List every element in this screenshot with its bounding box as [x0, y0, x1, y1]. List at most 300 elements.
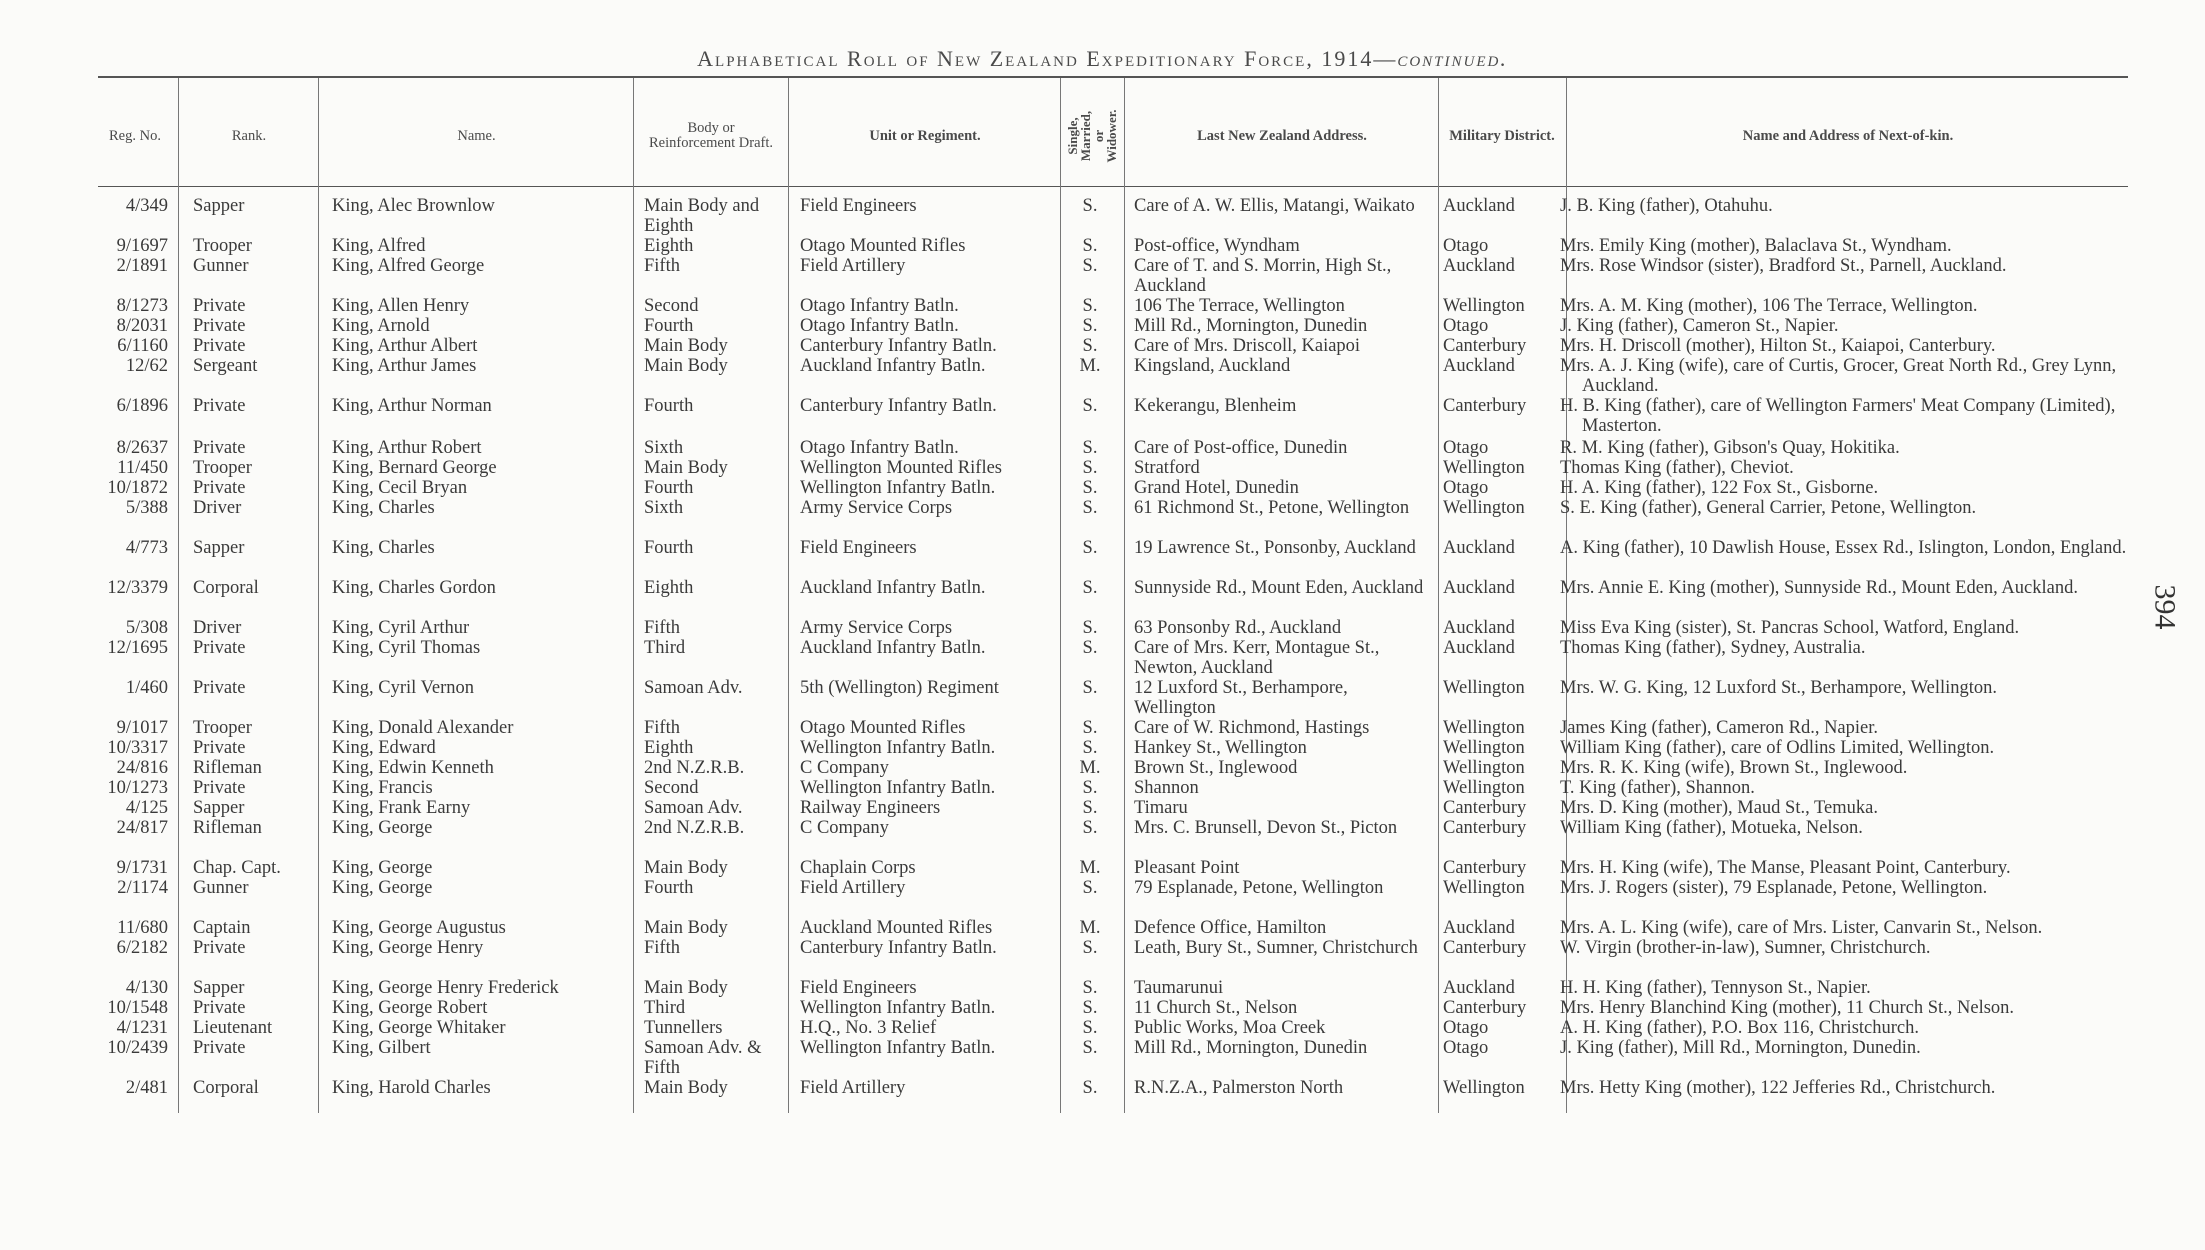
cell-address: Stratford — [1134, 458, 1200, 478]
cell-kin: Thomas King (father), Cheviot. — [1560, 458, 1794, 478]
cell-unit: Field Artillery — [800, 878, 906, 898]
cell-rank: Trooper — [193, 718, 252, 738]
cell-status: S. — [1082, 798, 1098, 818]
cell-status: M. — [1079, 918, 1101, 938]
cell-address: 12 Luxford St., Berhampore, Wellington — [1134, 678, 1348, 718]
cell-rank: Lieutenant — [193, 1018, 273, 1038]
cell-name: King, Donald Alexander — [332, 718, 514, 738]
cell-status: M. — [1079, 356, 1101, 376]
cell-rank: Private — [193, 678, 246, 698]
cell-name: King, Arthur Albert — [332, 336, 478, 356]
cell-status: S. — [1082, 738, 1098, 758]
cell-name: King, Allen Henry — [332, 296, 470, 316]
column-divider — [1438, 78, 1439, 1113]
title-text: Alphabetical Roll of New Zealand Expeditionary Force, 1914— — [697, 46, 1398, 71]
cell-reg: 6/2182 — [116, 938, 168, 958]
cell-address: Grand Hotel, Dunedin — [1134, 478, 1299, 498]
cell-draft: Fifth — [644, 618, 680, 638]
cell-status: S. — [1082, 1018, 1098, 1038]
cell-name: King, Cecil Bryan — [332, 478, 468, 498]
cell-address: 11 Church St., Nelson — [1134, 998, 1298, 1018]
cell-address: Timaru — [1134, 798, 1188, 818]
cell-name: King, George — [332, 818, 433, 838]
cell-district: Auckland — [1443, 356, 1515, 376]
cell-name: King, Harold Charles — [332, 1078, 491, 1098]
cell-district: Wellington — [1443, 718, 1525, 738]
cell-kin: Mrs. H. King (wife), The Manse, Pleasant Point, Canterbury. — [1560, 858, 2011, 878]
cell-unit: Army Service Corps — [800, 618, 953, 638]
cell-district: Wellington — [1443, 738, 1525, 758]
cell-kin: Mrs. Annie E. King (mother), Sunnyside Rd., Mount Eden, Auckland. — [1560, 578, 2078, 598]
cell-kin: Mrs. D. King (mother), Maud St., Temuka. — [1560, 798, 1878, 818]
cell-district: Canterbury — [1443, 798, 1527, 818]
cell-reg: 10/1872 — [107, 478, 168, 498]
cell-rank: Gunner — [193, 256, 249, 276]
cell-district: Otago — [1443, 1038, 1489, 1058]
cell-kin: R. M. King (father), Gibson's Quay, Hokitika. — [1560, 438, 1900, 458]
cell-status: S. — [1082, 578, 1098, 598]
cell-status: S. — [1082, 256, 1098, 276]
cell-unit: Otago Infantry Batln. — [800, 438, 959, 458]
cell-rank: Private — [193, 1038, 246, 1058]
cell-reg: 4/125 — [125, 798, 168, 818]
cell-district: Otago — [1443, 316, 1489, 336]
cell-unit: Auckland Infantry Batln. — [800, 638, 986, 658]
cell-name: King, Gilbert — [332, 1038, 431, 1058]
cell-status: S. — [1082, 236, 1098, 256]
column-divider — [318, 78, 319, 1113]
cell-unit: H.Q., No. 3 Relief — [800, 1018, 937, 1038]
cell-address: Care of Post-office, Dunedin — [1134, 438, 1348, 458]
cell-status: S. — [1082, 196, 1098, 216]
cell-draft: Sixth — [644, 438, 684, 458]
cell-status: S. — [1082, 718, 1098, 738]
cell-address: Brown St., Inglewood — [1134, 758, 1298, 778]
cell-draft: Eighth — [644, 738, 694, 758]
cell-rank: Sapper — [193, 798, 245, 818]
cell-district: Wellington — [1443, 678, 1525, 698]
cell-status: S. — [1082, 818, 1098, 838]
cell-unit: Wellington Infantry Batln. — [800, 478, 996, 498]
cell-kin: J. B. King (father), Otahuhu. — [1560, 196, 1773, 216]
cell-draft: Samoan Adv. & Fifth — [644, 1038, 762, 1078]
cell-draft: Main Body — [644, 1078, 728, 1098]
cell-district: Wellington — [1443, 458, 1525, 478]
cell-draft: Main Body — [644, 458, 728, 478]
cell-district: Canterbury — [1443, 336, 1527, 356]
cell-kin: Mrs. Henry Blanchind King (mother), 11 Church St., Nelson. — [1560, 998, 2015, 1018]
cell-draft: Main Body — [644, 356, 728, 376]
cell-rank: Captain — [193, 918, 251, 938]
cell-unit: Field Engineers — [800, 196, 917, 216]
cell-address: Hankey St., Wellington — [1134, 738, 1307, 758]
cell-rank: Private — [193, 738, 246, 758]
cell-district: Otago — [1443, 236, 1489, 256]
cell-rank: Corporal — [193, 578, 259, 598]
cell-draft: Fourth — [644, 316, 694, 336]
cell-draft: Main Body — [644, 918, 728, 938]
cell-reg: 24/816 — [116, 758, 168, 778]
cell-unit: Railway Engineers — [800, 798, 941, 818]
cell-kin: Mrs. Rose Windsor (sister), Bradford St., Parnell, Auckland. — [1560, 256, 2007, 276]
cell-draft: Second — [644, 778, 699, 798]
cell-district: Auckland — [1443, 618, 1515, 638]
column-divider — [633, 78, 634, 1113]
cell-unit: Otago Mounted Rifles — [800, 236, 966, 256]
cell-rank: Private — [193, 396, 246, 416]
cell-district: Wellington — [1443, 1078, 1525, 1098]
cell-unit: Canterbury Infantry Batln. — [800, 336, 997, 356]
cell-rank: Corporal — [193, 1078, 259, 1098]
cell-address: R.N.Z.A., Palmerston North — [1134, 1078, 1344, 1098]
cell-draft: Samoan Adv. — [644, 798, 743, 818]
cell-draft: Third — [644, 638, 686, 658]
cell-unit: Canterbury Infantry Batln. — [800, 396, 997, 416]
column-divider — [788, 78, 789, 1113]
cell-rank: Trooper — [193, 458, 252, 478]
cell-district: Auckland — [1443, 638, 1515, 658]
cell-rank: Private — [193, 336, 246, 356]
cell-reg: 4/349 — [125, 196, 168, 216]
cell-address: Care of Mrs. Kerr, Montague St., Newton, Auckland — [1134, 638, 1380, 678]
cell-unit: Wellington Infantry Batln. — [800, 738, 996, 758]
cell-reg: 8/2031 — [116, 316, 168, 336]
cell-kin: Thomas King (father), Sydney, Australia. — [1560, 638, 1866, 658]
cell-name: King, Arthur Norman — [332, 396, 492, 416]
cell-district: Auckland — [1443, 578, 1515, 598]
cell-status: M. — [1079, 758, 1101, 778]
cell-reg: 10/1548 — [107, 998, 168, 1018]
cell-kin: Miss Eva King (sister), St. Pancras School, Watford, England. — [1560, 618, 2020, 638]
cell-reg: 10/2439 — [107, 1038, 168, 1058]
cell-rank: Driver — [193, 498, 242, 518]
cell-address: 79 Esplanade, Petone, Wellington — [1134, 878, 1384, 898]
cell-unit: Field Engineers — [800, 978, 917, 998]
cell-draft: Fourth — [644, 538, 694, 558]
cell-address: Care of W. Richmond, Hastings — [1134, 718, 1370, 738]
cell-kin: H. B. King (father), care of Wellington Farmers' Meat Company (Limited), Masterton. — [1560, 396, 2116, 436]
cell-address: Defence Office, Hamilton — [1134, 918, 1327, 938]
cell-kin: T. King (father), Shannon. — [1560, 778, 1755, 798]
cell-draft: Samoan Adv. — [644, 678, 743, 698]
cell-address: 63 Ponsonby Rd., Auckland — [1134, 618, 1342, 638]
cell-district: Canterbury — [1443, 818, 1527, 838]
cell-name: King, George Henry Frederick — [332, 978, 559, 998]
cell-kin: Mrs. W. G. King, 12 Luxford St., Berhampore, Wellington. — [1560, 678, 1997, 698]
cell-rank: Private — [193, 296, 246, 316]
header-district: Military District. — [1449, 127, 1555, 144]
cell-address: Mill Rd., Mornington, Dunedin — [1134, 316, 1368, 336]
cell-status: S. — [1082, 638, 1098, 658]
cell-status: S. — [1082, 438, 1098, 458]
cell-unit: Field Artillery — [800, 1078, 906, 1098]
cell-rank: Private — [193, 938, 246, 958]
column-divider — [1124, 78, 1125, 1113]
cell-name: King, George — [332, 878, 433, 898]
cell-status: S. — [1082, 678, 1098, 698]
cell-name: King, Bernard George — [332, 458, 497, 478]
cell-kin: J. King (father), Mill Rd., Mornington, Dunedin. — [1560, 1038, 1921, 1058]
cell-address: Care of A. W. Ellis, Matangi, Waikato — [1134, 196, 1415, 216]
cell-draft: Second — [644, 296, 699, 316]
cell-kin: Mrs. Hetty King (mother), 122 Jefferies Rd., Christchurch. — [1560, 1078, 1996, 1098]
cell-reg: 11/680 — [117, 918, 168, 938]
cell-reg: 4/773 — [125, 538, 168, 558]
cell-kin: William King (father), care of Odlins Limited, Wellington. — [1560, 738, 1995, 758]
cell-status: S. — [1082, 998, 1098, 1018]
cell-status: M. — [1079, 858, 1101, 878]
cell-reg: 6/1896 — [116, 396, 168, 416]
column-divider — [178, 78, 179, 1113]
cell-address: Sunnyside Rd., Mount Eden, Auckland — [1134, 578, 1424, 598]
cell-reg: 2/481 — [125, 1078, 168, 1098]
cell-district: Wellington — [1443, 498, 1525, 518]
cell-address: Mrs. C. Brunsell, Devon St., Picton — [1134, 818, 1398, 838]
cell-district: Otago — [1443, 1018, 1489, 1038]
cell-kin: H. A. King (father), 122 Fox St., Gisborne. — [1560, 478, 1879, 498]
cell-address: Post-office, Wyndham — [1134, 236, 1300, 256]
cell-unit: Field Artillery — [800, 256, 906, 276]
cell-unit: Auckland Infantry Batln. — [800, 356, 986, 376]
cell-draft: 2nd N.Z.R.B. — [644, 758, 745, 778]
cell-reg: 9/1731 — [116, 858, 168, 878]
cell-reg: 24/817 — [116, 818, 168, 838]
cell-unit: Auckland Mounted Rifles — [800, 918, 993, 938]
cell-unit: Otago Infantry Batln. — [800, 296, 959, 316]
cell-unit: Wellington Infantry Batln. — [800, 778, 996, 798]
cell-draft: Tunnellers — [644, 1018, 723, 1038]
cell-name: King, Cyril Thomas — [332, 638, 481, 658]
top-rule — [98, 76, 2128, 78]
cell-address: 61 Richmond St., Petone, Wellington — [1134, 498, 1410, 518]
cell-unit: Wellington Mounted Rifles — [800, 458, 1002, 478]
cell-kin: Mrs. R. K. King (wife), Brown St., Inglewood. — [1560, 758, 1908, 778]
cell-reg: 4/130 — [125, 978, 168, 998]
cell-name: King, Alfred — [332, 236, 426, 256]
cell-unit: C Company — [800, 818, 889, 838]
cell-district: Otago — [1443, 438, 1489, 458]
cell-name: King, Charles Gordon — [332, 578, 496, 598]
cell-draft: Main Body — [644, 858, 728, 878]
cell-district: Canterbury — [1443, 396, 1527, 416]
cell-reg: 5/388 — [125, 498, 168, 518]
cell-reg: 2/1174 — [117, 878, 168, 898]
cell-name: King, George Whitaker — [332, 1018, 506, 1038]
cell-name: King, Cyril Arthur — [332, 618, 470, 638]
cell-unit: Auckland Infantry Batln. — [800, 578, 986, 598]
cell-rank: Private — [193, 478, 246, 498]
cell-kin: Mrs. A. J. King (wife), care of Curtis, Grocer, Great North Rd., Grey Lynn, Auckland. — [1560, 356, 2117, 396]
cell-address: Shannon — [1134, 778, 1199, 798]
cell-rank: Driver — [193, 618, 242, 638]
cell-draft: Fifth — [644, 938, 680, 958]
header-rank: Rank. — [231, 127, 267, 144]
cell-name: King, Cyril Vernon — [332, 678, 475, 698]
cell-reg: 9/1017 — [116, 718, 168, 738]
cell-address: 106 The Terrace, Wellington — [1134, 296, 1345, 316]
cell-rank: Private — [193, 438, 246, 458]
cell-unit: Field Engineers — [800, 538, 917, 558]
cell-kin: Mrs. H. Driscoll (mother), Hilton St., Kaiapoi, Canterbury. — [1560, 336, 1996, 356]
cell-draft: Fifth — [644, 256, 680, 276]
cell-address: Care of T. and S. Morrin, High St., Auckland — [1134, 256, 1392, 296]
cell-unit: Otago Mounted Rifles — [800, 718, 966, 738]
cell-unit: Wellington Infantry Batln. — [800, 1038, 996, 1058]
cell-address: Kekerangu, Blenheim — [1134, 396, 1297, 416]
header-bottom-rule — [98, 186, 2128, 187]
cell-draft: 2nd N.Z.R.B. — [644, 818, 745, 838]
cell-address: 19 Lawrence St., Ponsonby, Auckland — [1134, 538, 1416, 558]
cell-name: King, Arthur Robert — [332, 438, 482, 458]
page-number: 394 — [2148, 584, 2182, 630]
header-status-text: Single, Married, or Widower. — [1065, 109, 1119, 163]
cell-reg: 11/450 — [117, 458, 168, 478]
cell-draft: Eighth — [644, 236, 694, 256]
header-name: Name. — [457, 127, 496, 144]
cell-name: King, George Henry — [332, 938, 484, 958]
cell-kin: Mrs. J. Rogers (sister), 79 Esplanade, Petone, Wellington. — [1560, 878, 1988, 898]
cell-reg: 12/3379 — [107, 578, 168, 598]
cell-unit: Otago Infantry Batln. — [800, 316, 959, 336]
cell-draft: Sixth — [644, 498, 684, 518]
cell-rank: Rifleman — [193, 818, 262, 838]
cell-district: Wellington — [1443, 778, 1525, 798]
cell-draft: Fourth — [644, 878, 694, 898]
cell-draft: Fourth — [644, 396, 694, 416]
cell-address: Leath, Bury St., Sumner, Christchurch — [1134, 938, 1418, 958]
cell-unit: Canterbury Infantry Batln. — [800, 938, 997, 958]
cell-name: King, Frank Earny — [332, 798, 471, 818]
cell-status: S. — [1082, 478, 1098, 498]
cell-kin: James King (father), Cameron Rd., Napier. — [1560, 718, 1879, 738]
cell-kin: H. H. King (father), Tennyson St., Napier. — [1560, 978, 1871, 998]
header-draft: Body or Reinforcement Draft. — [648, 120, 773, 151]
cell-kin: A. H. King (father), P.O. Box 116, Christchurch. — [1560, 1018, 1919, 1038]
column-divider — [1060, 78, 1061, 1113]
cell-district: Canterbury — [1443, 858, 1527, 878]
cell-district: Auckland — [1443, 918, 1515, 938]
cell-draft: Fifth — [644, 718, 680, 738]
cell-district: Wellington — [1443, 758, 1525, 778]
cell-draft: Eighth — [644, 578, 694, 598]
cell-draft: Third — [644, 998, 686, 1018]
cell-unit: 5th (Wellington) Regiment — [800, 678, 999, 698]
cell-rank: Sapper — [193, 196, 245, 216]
cell-status: S. — [1082, 316, 1098, 336]
cell-address: Pleasant Point — [1134, 858, 1240, 878]
header-address: Last New Zealand Address. — [1197, 127, 1367, 144]
page-title — [0, 46, 2205, 72]
cell-status: S. — [1082, 538, 1098, 558]
cell-reg: 6/1160 — [117, 336, 168, 356]
title-suffix: continued. — [1397, 46, 1508, 71]
cell-name: King, Charles — [332, 498, 435, 518]
cell-district: Canterbury — [1443, 998, 1527, 1018]
cell-kin: W. Virgin (brother-in-law), Sumner, Christchurch. — [1560, 938, 1931, 958]
cell-unit: Army Service Corps — [800, 498, 953, 518]
cell-name: King, George — [332, 858, 433, 878]
cell-status: S. — [1082, 778, 1098, 798]
cell-status: S. — [1082, 458, 1098, 478]
cell-name: King, Edward — [332, 738, 436, 758]
cell-district: Auckland — [1443, 256, 1515, 276]
cell-kin: A. King (father), 10 Dawlish House, Essex Rd., Islington, London, England. — [1560, 538, 2127, 558]
cell-name: King, Alfred George — [332, 256, 485, 276]
cell-rank: Chap. Capt. — [193, 858, 281, 878]
cell-name: King, Arthur James — [332, 356, 477, 376]
cell-name: King, Alec Brownlow — [332, 196, 495, 216]
cell-draft: Main Body — [644, 336, 728, 356]
cell-address: Taumarunui — [1134, 978, 1224, 998]
cell-draft: Main Body and Eighth — [644, 196, 760, 236]
cell-status: S. — [1082, 498, 1098, 518]
cell-district: Auckland — [1443, 538, 1515, 558]
cell-district: Canterbury — [1443, 938, 1527, 958]
cell-reg: 2/1891 — [116, 256, 168, 276]
cell-rank: Private — [193, 638, 246, 658]
cell-reg: 4/1231 — [116, 1018, 168, 1038]
cell-unit: Wellington Infantry Batln. — [800, 998, 996, 1018]
header-next-of-kin: Name and Address of Next-of-kin. — [1742, 127, 1954, 144]
cell-district: Auckland — [1443, 196, 1515, 216]
cell-kin: J. King (father), Cameron St., Napier. — [1560, 316, 1839, 336]
cell-kin: Mrs. A. L. King (wife), care of Mrs. Lister, Canvarin St., Nelson. — [1560, 918, 2043, 938]
cell-name: King, George Robert — [332, 998, 488, 1018]
cell-reg: 12/1695 — [107, 638, 168, 658]
cell-reg: 8/2637 — [116, 438, 168, 458]
cell-status: S. — [1082, 978, 1098, 998]
cell-status: S. — [1082, 1038, 1098, 1058]
cell-address: Public Works, Moa Creek — [1134, 1018, 1326, 1038]
cell-rank: Rifleman — [193, 758, 262, 778]
cell-status: S. — [1082, 618, 1098, 638]
cell-unit: C Company — [800, 758, 889, 778]
cell-reg: 5/308 — [125, 618, 168, 638]
cell-kin: Mrs. Emily King (mother), Balaclava St., Wyndham. — [1560, 236, 1952, 256]
cell-district: Wellington — [1443, 878, 1525, 898]
cell-district: Auckland — [1443, 978, 1515, 998]
cell-reg: 1/460 — [125, 678, 168, 698]
header-status — [1062, 88, 1122, 184]
cell-rank: Private — [193, 778, 246, 798]
header-reg-no: Reg. No. — [109, 127, 161, 144]
cell-rank: Sergeant — [193, 356, 258, 376]
cell-kin: William King (father), Motueka, Nelson. — [1560, 818, 1863, 838]
cell-address: Kingsland, Auckland — [1134, 356, 1291, 376]
cell-status: S. — [1082, 336, 1098, 356]
cell-status: S. — [1082, 938, 1098, 958]
cell-unit: Chaplain Corps — [800, 858, 916, 878]
cell-name: King, Edwin Kenneth — [332, 758, 494, 778]
cell-district: Otago — [1443, 478, 1489, 498]
cell-status: S. — [1082, 296, 1098, 316]
cell-rank: Private — [193, 316, 246, 336]
cell-kin: S. E. King (father), General Carrier, Petone, Wellington. — [1560, 498, 1977, 518]
cell-reg: 10/3317 — [107, 738, 168, 758]
cell-kin: Mrs. A. M. King (mother), 106 The Terrace, Wellington. — [1560, 296, 1978, 316]
cell-name: King, George Augustus — [332, 918, 506, 938]
cell-address: Care of Mrs. Driscoll, Kaiapoi — [1134, 336, 1361, 356]
cell-rank: Trooper — [193, 236, 252, 256]
cell-draft: Fourth — [644, 478, 694, 498]
cell-reg: 12/62 — [125, 356, 168, 376]
cell-reg: 8/1273 — [116, 296, 168, 316]
cell-address: Mill Rd., Mornington, Dunedin — [1134, 1038, 1368, 1058]
cell-draft: Main Body — [644, 978, 728, 998]
cell-status: S. — [1082, 396, 1098, 416]
cell-reg: 9/1697 — [116, 236, 168, 256]
cell-rank: Sapper — [193, 978, 245, 998]
